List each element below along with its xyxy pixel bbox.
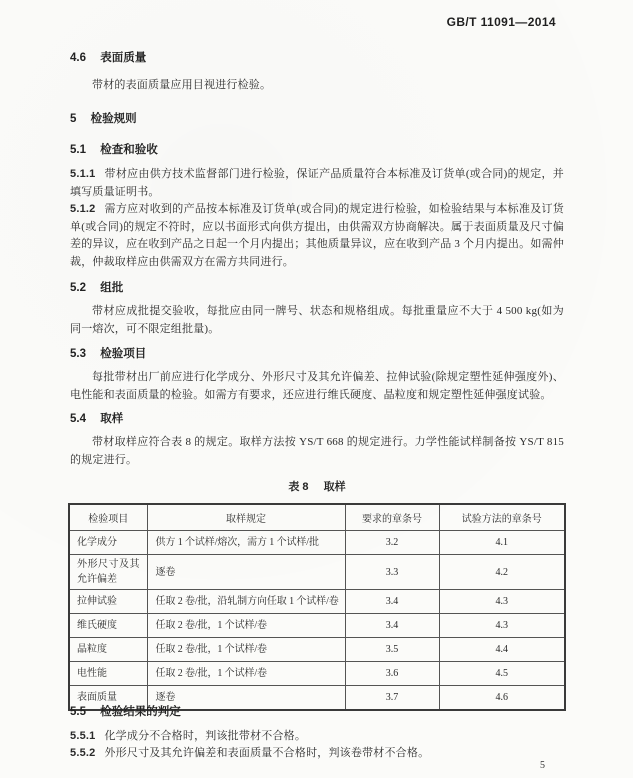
section-number: 5.3 bbox=[70, 348, 86, 360]
section-heading-5 bbox=[70, 110, 564, 126]
table-caption-number: 表 8 bbox=[288, 481, 309, 493]
paragraph-4-6: 带材的表面质量应用目视进行检验。 bbox=[92, 79, 272, 91]
section-number: 5.2 bbox=[70, 282, 86, 294]
table-row bbox=[69, 555, 565, 590]
section-number: 5.1 bbox=[70, 144, 86, 156]
section-title: 组批 bbox=[100, 282, 124, 294]
column-header-requirement-clause: 要求的章条号 bbox=[345, 504, 439, 531]
clause-5-5-2 bbox=[70, 745, 564, 763]
section-number: 5.4 bbox=[70, 413, 86, 425]
table-cell: 3.7 bbox=[345, 686, 439, 711]
table-cell: 化学成分 bbox=[69, 531, 147, 555]
section-title: 检查和验收 bbox=[100, 144, 158, 156]
table-row bbox=[69, 662, 565, 686]
clause-5-1-2 bbox=[70, 201, 564, 271]
table-cell: 3.4 bbox=[345, 614, 439, 638]
section-title: 检验项目 bbox=[100, 348, 147, 360]
table-cell: 4.6 bbox=[439, 686, 565, 711]
column-header-sampling-rule: 取样规定 bbox=[147, 504, 345, 531]
table-cell: 3.3 bbox=[345, 555, 439, 590]
table-cell: 任取 2 卷/批，1 个试样/卷 bbox=[147, 614, 345, 638]
clause-text: 化学成分不合格时，判该批带材不合格。 bbox=[104, 730, 307, 742]
table-row bbox=[69, 638, 565, 662]
section-heading-5-2 bbox=[70, 279, 564, 295]
table-cell: 供方 1 个试样/熔次，需方 1 个试样/批 bbox=[147, 531, 345, 555]
table-caption bbox=[70, 478, 564, 494]
table-cell: 逐卷 bbox=[147, 555, 345, 590]
table-cell: 维氏硬度 bbox=[69, 614, 147, 638]
section-heading-5-5 bbox=[70, 703, 564, 719]
table-row bbox=[69, 614, 565, 638]
clause-5-1-1 bbox=[70, 166, 564, 201]
section-heading-5-1 bbox=[70, 141, 564, 157]
table-cell: 表面质量 bbox=[69, 686, 147, 711]
table-row bbox=[69, 531, 565, 555]
table-cell: 4.3 bbox=[439, 590, 565, 614]
standard-number-header: GB/T 11091—2014 bbox=[446, 15, 556, 29]
table-cell: 4.2 bbox=[439, 555, 565, 590]
clause-5-5-1 bbox=[70, 728, 564, 746]
section-title: 取样 bbox=[100, 413, 124, 425]
table-cell: 拉伸试验 bbox=[69, 590, 147, 614]
table-cell: 任取 2 卷/批，1 个试样/卷 bbox=[147, 638, 345, 662]
column-header-item: 检验项目 bbox=[69, 504, 147, 531]
section-title: 检验规则 bbox=[90, 113, 137, 125]
table-cell: 任取 2 卷/批，1 个试样/卷 bbox=[147, 662, 345, 686]
section-heading-5-4 bbox=[70, 410, 564, 426]
section-number: 5 bbox=[70, 113, 77, 125]
table-cell: 晶粒度 bbox=[69, 638, 147, 662]
clause-number: 5.5.1 bbox=[70, 730, 96, 742]
table-cell: 4.3 bbox=[439, 614, 565, 638]
clause-text: 带材应由供方技术监督部门进行检验，保证产品质量符合本标准及订货单(或合同)的规定，并填写质量证明书。 bbox=[70, 168, 564, 198]
table-cell: 3.2 bbox=[345, 531, 439, 555]
page-number: 5 bbox=[540, 760, 545, 771]
table-cell: 3.4 bbox=[345, 590, 439, 614]
section-title: 表面质量 bbox=[100, 52, 147, 64]
table-cell: 4.4 bbox=[439, 638, 565, 662]
sampling-table bbox=[68, 503, 566, 711]
table-cell: 3.6 bbox=[345, 662, 439, 686]
section-heading-5-3 bbox=[70, 345, 564, 361]
sampling-table-body bbox=[69, 531, 565, 711]
table-header-row bbox=[69, 504, 565, 531]
table-row bbox=[69, 590, 565, 614]
clause-number: 5.1.1 bbox=[70, 168, 96, 180]
section-heading-4-6 bbox=[70, 49, 564, 65]
paragraph-5-3: 每批带材出厂前应进行化学成分、外形尺寸及其允许偏差、拉伸试验(除规定塑性延伸强度外)、电性能和表面质量的检验。如需方有要求，还应进行维氏硬度、晶粒度和规定塑性延伸强度试验。 bbox=[70, 371, 564, 401]
clause-number: 5.1.2 bbox=[70, 203, 96, 215]
table-cell: 4.5 bbox=[439, 662, 565, 686]
table-cell: 逐卷 bbox=[147, 686, 345, 711]
paragraph-5-4: 带材取样应符合表 8 的规定。取样方法按 YS/T 668 的规定进行。力学性能试样制备按 YS/T 815 的规定进行。 bbox=[70, 436, 564, 466]
section-title: 检验结果的判定 bbox=[100, 706, 181, 718]
section-number: 5.5 bbox=[70, 706, 86, 718]
table-cell: 3.5 bbox=[345, 638, 439, 662]
table-cell: 电性能 bbox=[69, 662, 147, 686]
table-cell: 4.1 bbox=[439, 531, 565, 555]
table-caption-title: 取样 bbox=[323, 481, 346, 493]
clause-text: 外形尺寸及其允许偏差和表面质量不合格时，判该卷带材不合格。 bbox=[104, 747, 430, 759]
clause-number: 5.5.2 bbox=[70, 747, 96, 759]
table-cell: 外形尺寸及其允许偏差 bbox=[69, 555, 147, 590]
paragraph-5-2: 带材应成批提交验收，每批应由同一牌号、状态和规格组成。每批重量应不大于 4 500 kg(如为同一熔次，可不限定组批量)。 bbox=[70, 305, 564, 335]
clause-text: 需方应对收到的产品按本标准及订货单(或合同)的规定进行检验，如检验结果与本标准及订货单(或合同)的规定不符时，应以书面形式向供方提出，由供需双方协商解决。属于表面质量及尺寸偏差的异议，应在收到产品之日起一个月内提出；其他质量异议，应在收到产品 3 个月内提出。如需仲裁，仲裁取样应由供需双方在需方共同进行。 bbox=[70, 203, 564, 268]
section-number: 4.6 bbox=[70, 52, 86, 64]
table-cell: 任取 2 卷/批，沿轧制方向任取 1 个试样/卷 bbox=[147, 590, 345, 614]
column-header-test-method-clause: 试验方法的章条号 bbox=[439, 504, 565, 531]
